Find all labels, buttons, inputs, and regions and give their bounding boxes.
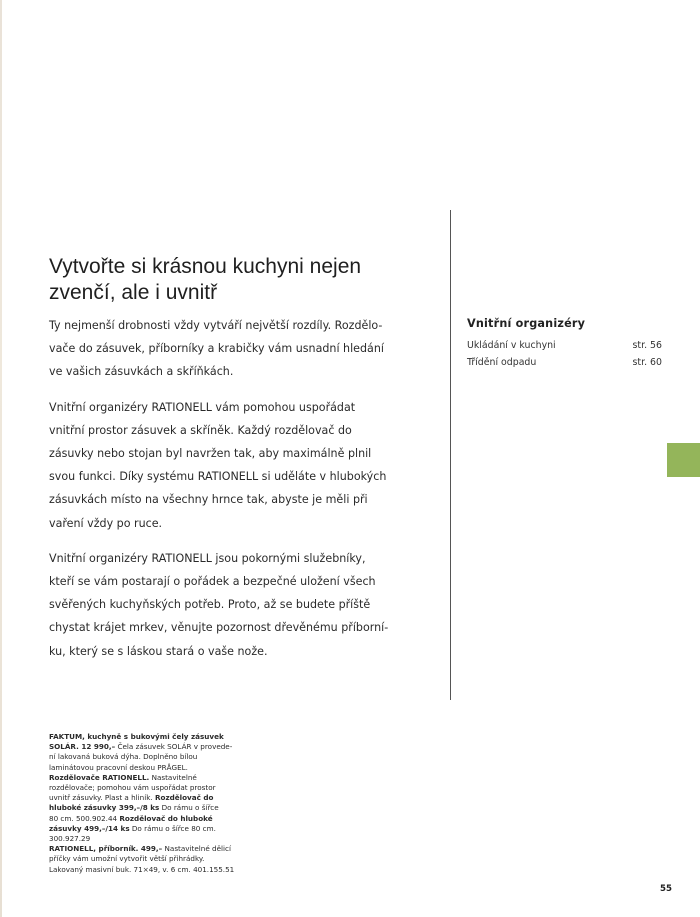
- text-line: zásuvkách místo na všechny hrnce tak, abyste je měli při: [49, 493, 368, 507]
- paragraph-3: [49, 547, 429, 663]
- caption-bold: zásuvky 499,–/14 ks: [49, 823, 130, 833]
- caption-text: Nastavitelné: [149, 772, 197, 782]
- caption-bold: FAKTUM, kuchyně s bukovými čely zásuvek: [49, 732, 224, 741]
- toc-item-ukladani[interactable]: [467, 337, 662, 354]
- caption-bold: Rozdělovač do: [154, 793, 214, 803]
- text-line: ve vašich zásuvkách a skříňkách.: [49, 365, 234, 379]
- caption-line: [49, 783, 249, 793]
- caption-text: Do rámu o šířce 80 cm.: [129, 823, 216, 833]
- caption-line: [49, 865, 249, 875]
- caption-line: [49, 854, 249, 864]
- caption-line: [49, 732, 249, 742]
- text-line: svou funkci. Díky systému RATIONELL si uděláte v hlubokých: [49, 470, 387, 484]
- caption-text: Do rámu o šířce: [159, 803, 219, 813]
- paragraph-2: [49, 396, 429, 535]
- caption-text: laminátovou pracovní deskou PRÅGEL.: [49, 762, 188, 772]
- caption-line: [49, 814, 249, 824]
- headline-line: Vytvořte si krásnou kuchyni nejen: [49, 255, 362, 278]
- caption-bold: SOLÁR. 12 990,–: [49, 742, 116, 752]
- text-line: svěřených kuchyňských potřeb. Proto, až se budete příště: [49, 598, 371, 612]
- text-line: Ty nejmenší drobnosti vždy vytváří největší rozdíly. Rozdělo-: [49, 319, 383, 332]
- text-line: Vnitřní organizéry RATIONELL vám pomohou uspořádat: [49, 400, 356, 414]
- caption-text: 300.927.29: [49, 834, 91, 844]
- text-line: vaření vždy po ruce.: [49, 516, 163, 530]
- caption-line: [49, 844, 249, 854]
- toc-item-label: Třídění odpadu: [467, 357, 537, 368]
- toc-item-label: Ukládání v kuchyni: [467, 340, 556, 351]
- caption-line: [49, 752, 249, 762]
- caption-text: 80 cm. 500.902.44: [49, 813, 120, 823]
- caption-bold: RATIONELL, příborník. 499,–: [49, 844, 163, 854]
- body-text: [49, 314, 429, 675]
- paragraph-1: [49, 314, 429, 384]
- caption-line: [49, 763, 249, 773]
- caption-text: uvnitř zásuvky. Plast a hliník.: [49, 793, 155, 803]
- caption-line: [49, 742, 249, 752]
- text-line: ku, který se s láskou stará o vaše nože.: [49, 644, 268, 658]
- caption-text: Nastavitelné dělicí: [162, 844, 231, 854]
- toc-item-page: str. 56: [632, 340, 662, 351]
- text-line: vače do zásuvek, příborníky a krabičky vám usnadní hledání: [49, 342, 384, 356]
- sidebar-contents: [467, 317, 662, 371]
- product-caption: [49, 732, 249, 875]
- text-line: Vnitřní organizéry RATIONELL jsou pokornými služebníky,: [49, 551, 366, 565]
- vertical-divider: [450, 210, 451, 700]
- caption-line: [49, 803, 249, 813]
- caption-bold: Rozdělovače RATIONELL.: [49, 772, 150, 782]
- caption-line: [49, 834, 249, 844]
- caption-line: [49, 793, 249, 803]
- caption-text: rozdělovače; pomohou vám uspořádat prostor: [49, 783, 216, 793]
- text-line: kteří se vám postarají o pořádek a bezpečné uložení všech: [49, 575, 376, 589]
- caption-line: [49, 824, 249, 834]
- section-tab-marker: [667, 443, 700, 477]
- toc-item-page: str. 60: [632, 357, 662, 368]
- caption-bold: hluboké zásuvky 399,–/8 ks: [49, 803, 160, 813]
- page-number: 55: [660, 884, 672, 894]
- toc-item-trideni[interactable]: [467, 354, 662, 371]
- headline-line: zvenčí, ale i uvnitř: [49, 281, 218, 304]
- page-edge-decoration: [0, 0, 2, 917]
- text-line: zásuvky nebo stojan byl navržen tak, aby maximálně plnil: [49, 447, 372, 461]
- sidebar-title: Vnitřní organizéry: [467, 317, 586, 330]
- caption-text: příčky vám umožní vytvořit větší přihrádky.: [49, 854, 205, 864]
- text-line: chystat krájet mrkev, věnujte pozornost dřevěnému příborní-: [49, 621, 389, 635]
- text-line: vnitřní prostor zásuvek a skříněk. Každý rozdělovač do: [49, 423, 352, 437]
- caption-line: [49, 773, 249, 783]
- caption-bold: Rozdělovač do hluboké: [119, 813, 213, 823]
- page-headline: [49, 254, 449, 306]
- caption-text: Lakovaný masivní buk. 71×49, v. 6 cm. 401.155.51: [49, 864, 235, 874]
- caption-text: Čela zásuvek SOLÁR v provede-: [115, 742, 233, 752]
- caption-text: ní lakovaná buková dýha. Doplněno bílou: [49, 752, 198, 762]
